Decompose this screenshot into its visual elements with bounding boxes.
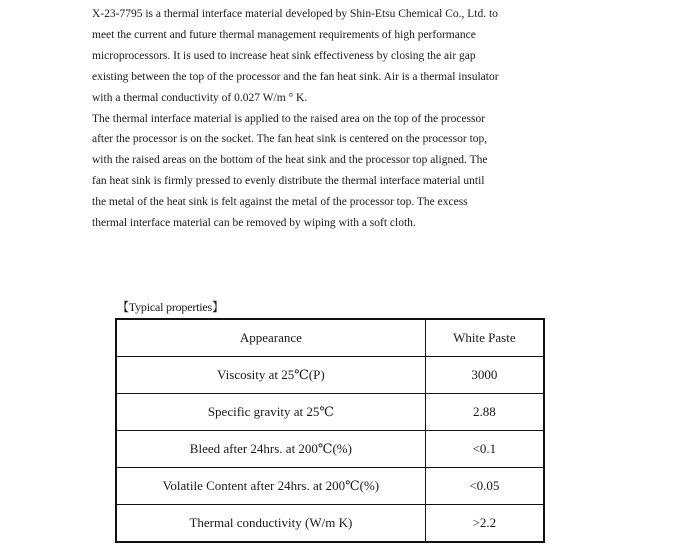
property-name: Bleed after 24hrs. at 200℃(%) [116, 431, 425, 468]
property-value: White Paste [425, 319, 544, 357]
property-value: <0.1 [425, 431, 544, 468]
table-row [116, 431, 544, 468]
table-row [116, 319, 544, 357]
table-row [116, 357, 544, 394]
property-name: Appearance [116, 319, 425, 357]
description-line: with the raised areas on the bottom of the heat sink and the processor top aligned. The [92, 154, 488, 167]
table-row [116, 468, 544, 505]
description-line: microprocessors. It is used to increase heat sink effectiveness by closing the air gap [92, 49, 476, 62]
property-value: >2.2 [425, 505, 544, 543]
description-line: the metal of the heat sink is felt against the metal of the processor top. The excess [92, 196, 468, 209]
property-value: 3000 [425, 357, 544, 394]
property-name: Specific gravity at 25℃ [116, 394, 425, 431]
property-value: <0.05 [425, 468, 544, 505]
table-row [116, 394, 544, 431]
description-line: meet the current and future thermal management requirements of high performance [92, 28, 476, 41]
properties-heading: 【Typical properties】 [117, 300, 224, 314]
table-row [116, 505, 544, 543]
description-line: The thermal interface material is applied to the raised area on the top of the processor [92, 112, 486, 125]
description-line: thermal interface material can be removed by wiping with a soft cloth. [92, 217, 416, 230]
property-name: Thermal conductivity (W/m K) [116, 505, 425, 543]
description-line: fan heat sink is firmly pressed to evenly distribute the thermal interface material until [92, 175, 485, 188]
property-name: Viscosity at 25℃(P) [116, 357, 425, 394]
description-line: existing between the top of the processor and the fan heat sink. Air is a thermal insulator [92, 70, 499, 83]
description-line: X-23-7795 is a thermal interface material developed by Shin-Etsu Chemical Co., Ltd. to [92, 8, 498, 20]
property-name: Volatile Content after 24hrs. at 200℃(%) [116, 468, 425, 505]
description-line: with a thermal conductivity of 0.027 W/m ° K. [92, 91, 308, 104]
description-text [92, 4, 532, 234]
property-value: 2.88 [425, 394, 544, 431]
properties-table [115, 318, 545, 543]
description-line: after the processor is on the socket. The fan heat sink is centered on the processor top, [92, 133, 488, 146]
